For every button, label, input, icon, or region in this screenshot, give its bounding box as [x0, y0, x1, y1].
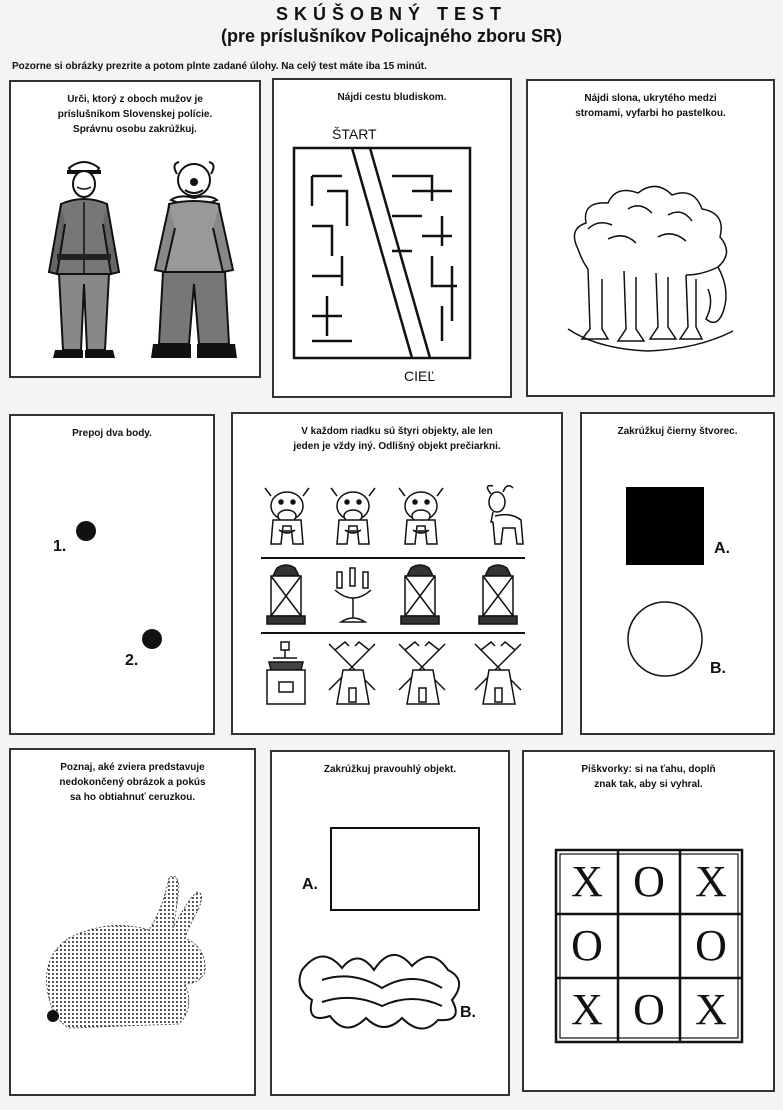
connect-panel — [9, 414, 215, 735]
policeman-panel — [9, 80, 261, 378]
tictactoe-task-line-1: Piškvorky: si na ťahu, doplň — [581, 764, 716, 775]
maze-end-label: CIEĽ — [404, 368, 436, 384]
maze-start-label: ŠTART — [332, 126, 377, 142]
square-option-b-label: B. — [710, 660, 726, 677]
page-subtitle: (pre príslušníkov Policajného zboru SR) — [220, 26, 563, 46]
point-2-dot[interactable] — [141, 628, 163, 650]
policeman-task — [17, 92, 253, 137]
point-2-label: 2. — [125, 652, 139, 669]
elephant-panel — [526, 79, 775, 397]
tictactoe-panel — [522, 750, 775, 1092]
tictactoe-empty-cell[interactable] — [619, 915, 679, 977]
tictactoe-cell[interactable]: X — [695, 857, 727, 906]
coffee-grinder-icon[interactable] — [261, 640, 311, 708]
elephant-task — [534, 91, 767, 121]
policeman-figure[interactable] — [39, 154, 129, 364]
hidden-elephant-drawing[interactable] — [568, 179, 738, 369]
maze-grid[interactable] — [292, 146, 472, 361]
rabbit-panel — [9, 748, 256, 1096]
maze-task: Nájdi cestu bludiskom. — [337, 92, 447, 103]
square-option-a-label: A. — [714, 540, 730, 557]
point-1-label: 1. — [53, 538, 67, 555]
tictactoe-cell[interactable]: X — [571, 985, 603, 1034]
lantern-icon[interactable] — [263, 564, 309, 626]
windmill-icon[interactable] — [395, 638, 451, 708]
rabbit-task-line-2: nedokončený obrázok a pokús — [59, 777, 206, 788]
elephant-task-line-2: stromami, vyfarbi ho pastelkou. — [575, 108, 726, 119]
black-square-option[interactable] — [626, 487, 704, 565]
windmill-icon[interactable] — [325, 638, 381, 708]
cow-icon[interactable] — [395, 486, 447, 548]
cow-icon[interactable] — [327, 486, 379, 548]
policeman-task-line-1: Urči, ktorý z oboch mužov je — [67, 94, 203, 105]
connect-task: Prepoj dva body. — [72, 428, 152, 439]
dotted-rabbit-drawing[interactable] — [39, 868, 229, 1038]
page-title: SKÚŠOBNÝ TEST — [275, 4, 508, 24]
lantern-icon[interactable] — [475, 564, 521, 626]
odd-one-panel — [231, 412, 563, 735]
elephant-task-line-1: Nájdi slona, ukrytého medzi — [584, 93, 717, 104]
test-instructions: Pozorne si obrázky prezrite a potom plnte zadané úlohy. Na celý test máte iba 15 minút. — [12, 61, 427, 72]
point-1-dot[interactable] — [75, 520, 97, 542]
rectangle-option[interactable] — [330, 827, 480, 911]
clown-figure[interactable] — [149, 154, 239, 364]
policeman-task-line-2: príslušníkom Slovenskej polície. — [57, 109, 213, 120]
tictactoe-cell[interactable]: O — [571, 921, 603, 970]
tictactoe-cell[interactable]: O — [633, 857, 665, 906]
rectangle-option-a-label: A. — [302, 876, 318, 893]
rectangle-panel — [270, 750, 510, 1096]
candelabra-icon[interactable] — [329, 564, 377, 626]
square-panel — [580, 412, 775, 735]
rectangle-option-b-label: B. — [460, 1004, 476, 1021]
rectangle-task: Zakrúžkuj pravouhlý objekt. — [323, 764, 457, 775]
policeman-task-line-3: Správnu osobu zakrúžkuj. — [73, 124, 197, 135]
rabbit-task — [17, 760, 248, 805]
maze-panel — [272, 78, 512, 398]
tictactoe-cell[interactable]: X — [571, 857, 603, 906]
cow-icon[interactable] — [261, 486, 313, 548]
odd-one-task-line-1: V každom riadku sú štyri objekty, ale len — [301, 426, 493, 437]
odd-one-task-line-2: jeden je vždy iný. Odlišný objekt prečiarkni. — [293, 441, 501, 452]
square-task: Zakrúžkuj čierny štvorec. — [617, 426, 738, 437]
goat-icon[interactable] — [477, 482, 529, 548]
lantern-icon[interactable] — [397, 564, 443, 626]
tictactoe-cell[interactable]: O — [695, 921, 727, 970]
tictactoe-task — [530, 762, 767, 792]
rabbit-task-line-3: sa ho obtiahnuť ceruzkou. — [69, 792, 196, 803]
windmill-icon[interactable] — [471, 638, 527, 708]
tictactoe-cell[interactable]: X — [695, 985, 727, 1034]
rabbit-task-line-1: Poznaj, aké zviera predstavuje — [60, 762, 205, 773]
tictactoe-task-line-2: znak tak, aby si vyhral. — [594, 779, 703, 790]
scribble-shape-option[interactable] — [292, 940, 472, 1040]
tictactoe-cell[interactable]: O — [633, 985, 665, 1034]
circle-option[interactable] — [626, 600, 704, 678]
